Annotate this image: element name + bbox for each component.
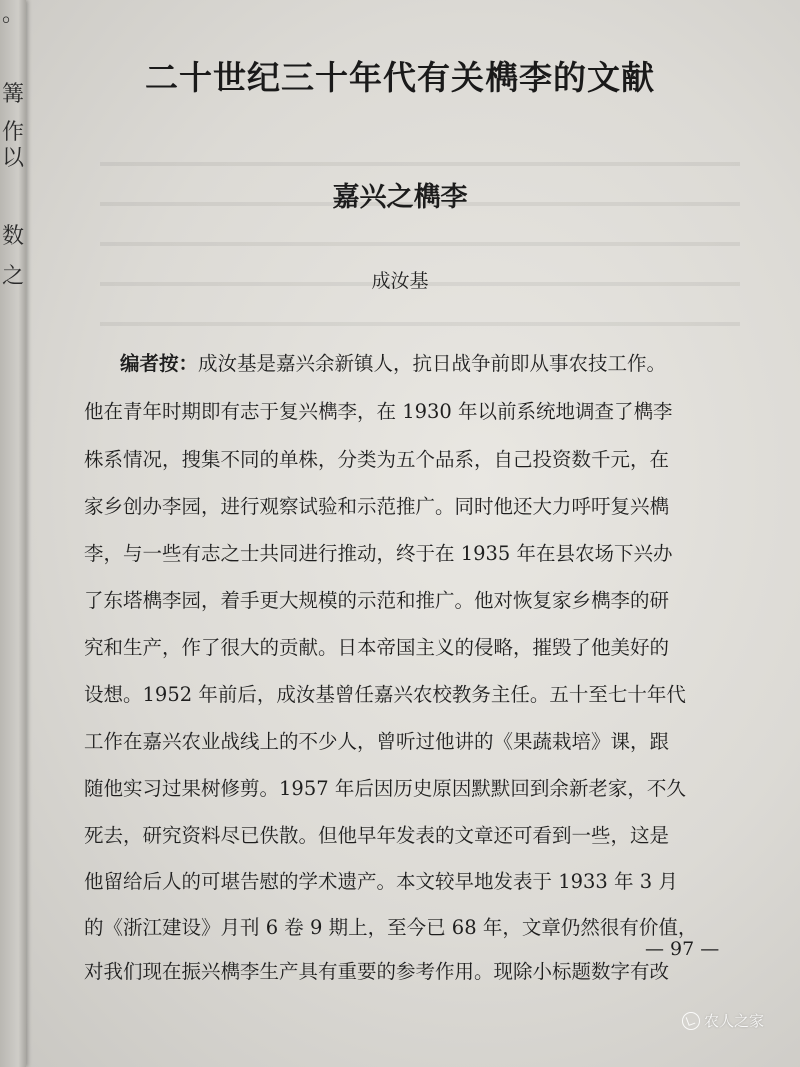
- prev-page-fragment: 篝: [2, 82, 25, 107]
- text-line: [120, 354, 666, 374]
- prev-page-fragment: 。: [2, 2, 25, 27]
- text-line: 设想。1952 年前后，成汝基曾任嘉兴农校教务主任。五十至七十年代: [84, 683, 686, 706]
- text-line-content: 成汝基是嘉兴余新镇人，抗日战争前即从事农技工作。: [198, 352, 667, 375]
- prev-page-fragment: 以: [2, 146, 25, 171]
- page-number: — 97 —: [645, 938, 720, 960]
- prev-page-fragment: 作: [2, 120, 25, 145]
- text-line: 工作在嘉兴农业战线上的不少人，曾听过他讲的《果蔬栽培》课，跟: [84, 730, 670, 753]
- text-line: 究和生产，作了很大的贡献。日本帝国主义的侵略，摧毁了他美好的: [84, 636, 670, 659]
- text-line: 的《浙江建设》月刊 6 卷 9 期上，至今已 68 年，文章仍然很有价值，: [84, 916, 698, 939]
- editor-note-label: 编者按：: [120, 352, 199, 375]
- text-line: 株系情况，搜集不同的单株，分类为五个品系，自己投资数千元，在: [84, 448, 670, 471]
- page-title: 二十世纪三十年代有关檇李的文献: [145, 58, 655, 97]
- prev-page-fragment: 数: [2, 224, 25, 249]
- leaf-logo-icon: [682, 1012, 700, 1030]
- text-line: 家乡创办李园，进行观察试验和示范推广。同时他还大力呼吁复兴檇: [84, 495, 670, 518]
- text-line: 他留给后人的可堪告慰的学术遗产。本文较早地发表于 1933 年 3 月: [84, 870, 678, 893]
- text-line: 随他实习过果树修剪。1957 年后因历史原因默默回到余新老家，不久: [84, 777, 686, 800]
- author-name: 成汝基: [371, 270, 429, 292]
- text-line: 对我们现在振兴檇李生产具有重要的参考作用。现除小标题数字有改: [84, 960, 670, 983]
- article-title: 嘉兴之檇李: [332, 182, 468, 213]
- watermark-text: 农人之家: [704, 1012, 765, 1030]
- text-line: 了东塔檇李园，着手更大规模的示范和推广。他对恢复家乡檇李的研: [84, 589, 670, 612]
- watermark: [682, 1010, 764, 1031]
- prev-page-fragment: 之: [2, 264, 25, 289]
- text-line: 李，与一些有志之士共同进行推动，终于在 1935 年在县农场下兴办: [84, 542, 673, 565]
- text-line: 死去，研究资料尽已佚散。但他早年发表的文章还可看到一些，这是: [84, 824, 670, 847]
- text-line: 他在青年时期即有志于复兴檇李，在 1930 年以前系统地调查了檇李: [84, 400, 673, 423]
